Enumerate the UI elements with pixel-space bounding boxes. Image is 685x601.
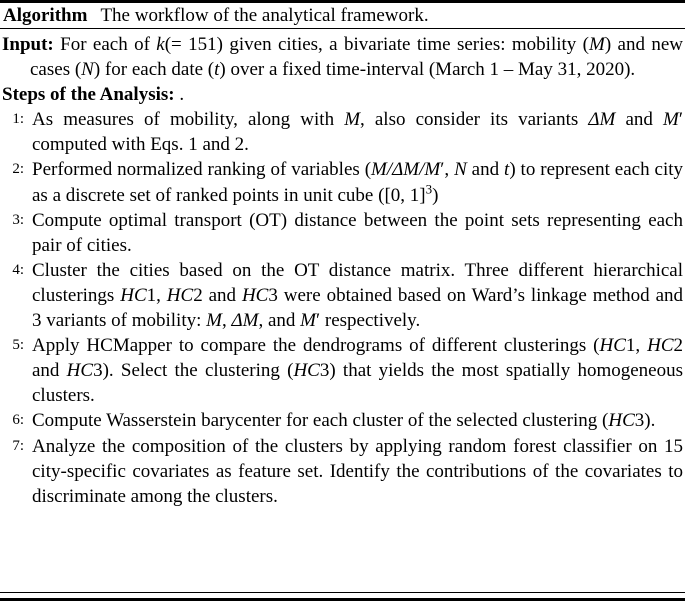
step-2-number: 2: — [12, 161, 24, 178]
step-6-text: Compute Wasserstein barycenter for each cluster of the selected clustering (HC3). — [32, 410, 656, 432]
step-5-number: 5: — [12, 337, 24, 354]
input-paragraph — [2, 32, 683, 82]
algorithm-title: The workflow of the analytical framework. — [100, 5, 429, 26]
step-6 — [2, 408, 683, 433]
step-3 — [2, 208, 683, 258]
input-text: For each of k(= 151) given cities, a bivariate time series: mobility (M) and new cases (N) for each date (t) over a fixed time-interval (March 1 – May 31, 2020). — [30, 34, 683, 81]
bottom-rules — [0, 592, 685, 601]
algorithm-label: Algorithm — [3, 5, 88, 26]
step-1-text: As measures of mobility, along with M, also consider its variants ΔM and M′ computed with Eqs. 1 and 2. — [32, 109, 683, 156]
algorithm-title-row — [0, 3, 685, 28]
step-7-number: 7: — [12, 437, 24, 454]
step-6-number: 6: — [12, 412, 24, 429]
input-label: Input: — [2, 34, 54, 55]
step-1 — [2, 107, 683, 157]
step-1-number: 1: — [12, 111, 24, 128]
step-3-number: 3: — [12, 211, 24, 228]
steps-heading-suffix: . — [174, 84, 185, 106]
step-4-number: 4: — [12, 261, 24, 278]
step-7 — [2, 434, 683, 509]
algorithm-body — [0, 29, 685, 509]
step-7-text: Analyze the composition of the clusters by applying random forest classifier on 15 city-specific covariates as feature set. Identify the contributions of the covariates to discriminate among the clusters. — [32, 435, 683, 507]
step-2 — [2, 157, 683, 207]
step-5-text: Apply HCMapper to compare the dendrograms of different clusterings (HC1, HC2 and HC3). Select the clustering (HC3) that yields the most spatially homogeneous clusters. — [32, 335, 684, 407]
step-3-text: Compute optimal transport (OT) distance between the point sets representing each pair of cities. — [32, 209, 683, 256]
step-2-text: Performed normalized ranking of variables (M/ΔM/M′, N and t) to represent each city as a discrete set of ranked points in unit cube ([0, 1]$^3$) — [32, 159, 684, 206]
step-5 — [2, 333, 683, 408]
step-4 — [2, 258, 683, 333]
steps-heading — [2, 82, 683, 107]
step-4-text: Cluster the cities based on the OT distance matrix. Three different hierarchical clusterings HC1, HC2 and HC3 were obtained based on Ward’s linkage method and 3 variants of mobility: M, ΔM, and M′ respectively. — [32, 259, 684, 332]
steps-heading-label: Steps of the Analysis: — [2, 84, 175, 106]
